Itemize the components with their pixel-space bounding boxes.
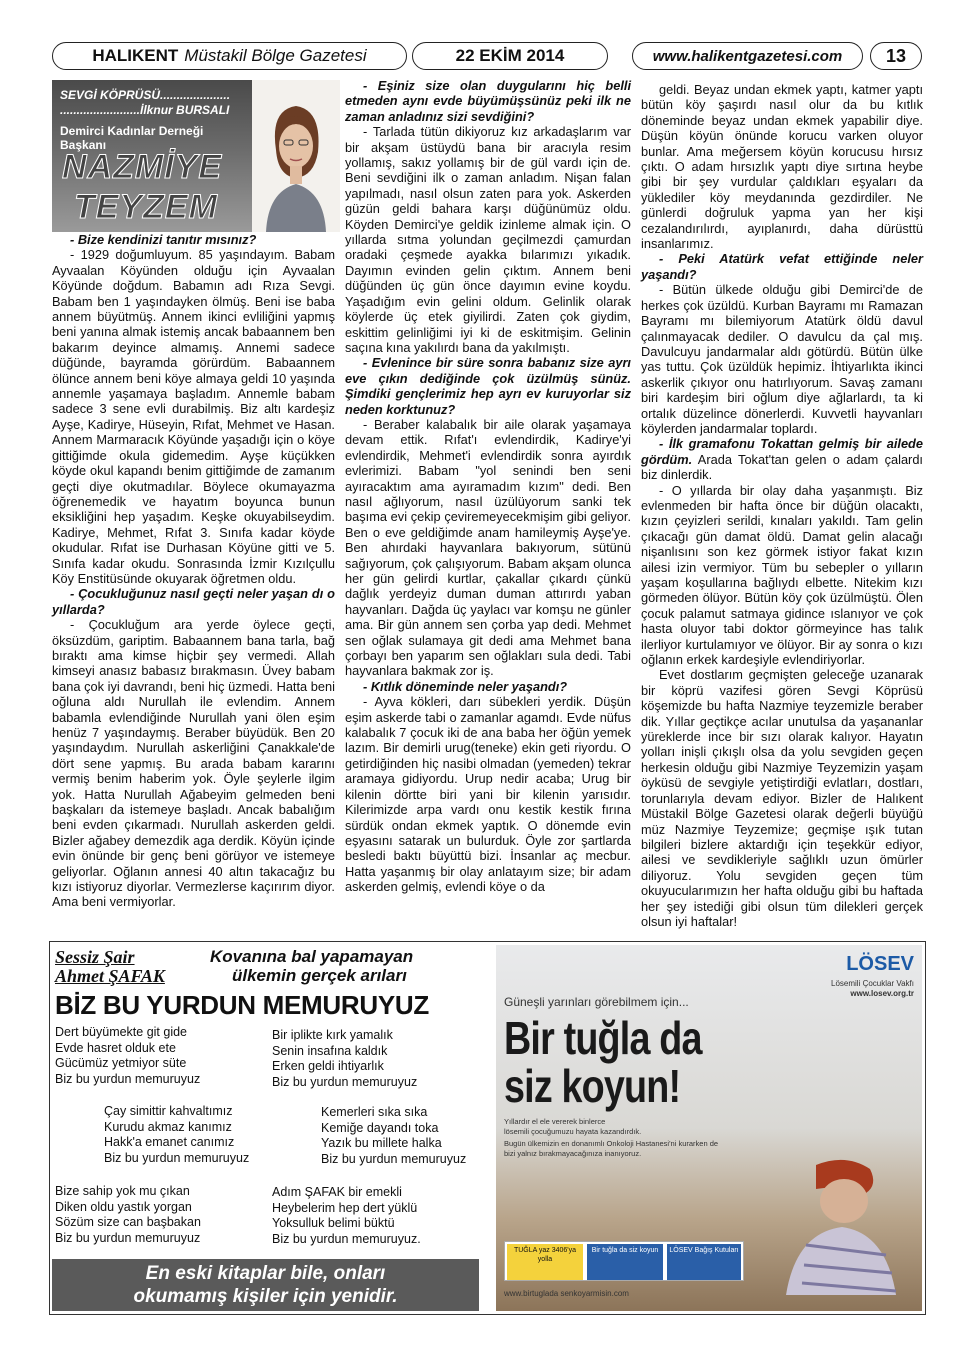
poem-line: Bize sahip yok mu çıkan (55, 1184, 190, 1198)
poem-line: Sözüm size can başbakan (55, 1215, 201, 1230)
interview-answer: geldi. Beyaz undan ekmek yaptı, katmer yaptı bütün köy şaşırdı nasıl olur da bu kıtlık döneminde beyaz undan ekmek yapabilir diye. Düşün köyün önünde korucu varken oluyor bunlar. Ama meğersem köyün korucusu hırsız çıktı. O adam hırsızlık yaptı diye sırtına heybe gibi bir şey vurdular çaldıkları eşyaları da yüklediler köy meydanında gezdirdiler. Ne günlerdi doğruluk yapma yan her kişi cezalandırılırdı, ayıplanırdı, daha dürüsttü insanlarımız. (641, 82, 923, 252)
poem-line: Hakk'a emanet canımız (104, 1135, 235, 1150)
article-column-2 (345, 78, 631, 895)
poem-stanza (55, 1184, 201, 1246)
poem-line: Kemerleri sıka sıka (321, 1105, 428, 1119)
interview-answer: - Bütün ülkede olduğu gibi Demirci'de de herkes çok üzüldü. Kurban Bayramı mı Ramazan Bayramı mı bilemiyorum Atatürk öldü davul çalınmayacak dediler. O davulcu da çal mış. Davulcuyu jandarmalar aldı götürdü. Bütün ülke yas tuttu. Çok üzüldük hepimiz. İhtiyarlıkta ikinci askerlik çıkıyor onu hatırlıyorum. Savaş zamanı biri kardeşim biri oğlum diye ağlarlardı, ta ki ortalık düzelince dönerlerdi. Kuvvetli hayvanları köylerden jandarmalar toplardı. (641, 282, 923, 436)
poem-stanza (272, 1185, 421, 1247)
poem-stanza (55, 1025, 200, 1087)
poem-author: Ahmet ŞAFAK (55, 966, 165, 986)
poem-line: Biz bu yurdun memuruyuz (55, 1071, 201, 1086)
sms-donation-option: TUĞLA yaz 3406'ya yolla (507, 1244, 583, 1280)
ad-body-line: Yıllardır el ele vererek binlerce (504, 1117, 606, 1126)
losev-advertisement[interactable] (496, 945, 922, 1311)
interview-answer: - Ayva kökleri, darı sübekleri yerdik. Düşün eşim askerde tabi o zamanlar agamdı. Evde nüfus kalabalık 7 çocuk iki de ana baba her öğün yemek lazım. Bir demirli urug(teneke) ekin geti riyordu. O getirdiğinden hiç nasibi olmadan (yemeden) tekrar aramaya gidiyordu. Urup nedir acaba; Urug bir kilenin dörtte biri yani bir kilenin yarısıdır. Kilerimizde arpa vardı onu kestik kestik fırına sürdük ondan ekmek yaptık. O dönemde evin eşyasını satarak un bulurduk. Öyle zor şartlarda besledi baktı büyüttü bizi. İnsanlar aç mecbur. Hatta yaşanmış bir olay anlatayım size; bir adam askerden gelmiş, evlendi köye o da (345, 694, 631, 895)
poem-section-name: Sessiz Şair (55, 947, 135, 967)
interview-question: - Peki Atatürk vefat ettiğinde neler yaşandı? (641, 251, 923, 282)
interview-question: - Eşiniz size olan duygularını hiç belli etmeden aynı evde büyümüşsünüz peki ilk ne zaman anladınız sizi sevdiğini? (345, 78, 631, 124)
section-name: SEVGİ KÖPRÜSÜ..................... (60, 88, 231, 102)
ad-body-line: lösemili çocuğumuzu hayata kazandırdık. (504, 1127, 642, 1136)
poem-line: Biz bu yurdun memuruyuz (104, 1150, 250, 1165)
poem-line: Çay simittir kahvaltımız (104, 1104, 233, 1118)
poem-line: Diken oldu yastık yorgan (55, 1199, 192, 1214)
newspaper-name: HALIKENT (92, 46, 179, 65)
ad-headline-line1: Bir tuğla da (504, 1012, 702, 1064)
author-name: ........................İlknur BURSALI (60, 103, 230, 117)
poem-line: Senin insafına kaldık (272, 1043, 388, 1058)
bank-donation-option: Bir tuğla da siz koyun (587, 1244, 663, 1280)
poem-line: Dert büyümekte git gide (55, 1025, 188, 1039)
child-illustration (746, 1145, 906, 1295)
article-column-3 (641, 82, 923, 929)
poem-line: Biz bu yurdun memuruyuz (321, 1151, 467, 1166)
quote-line2: okumamış kişiler için yenidir. (133, 1286, 398, 1307)
losev-logo-subtitle: Lösemili Çocuklar Vakfı (831, 979, 914, 988)
losev-website[interactable]: www.losev.org.tr (850, 989, 914, 998)
poem-line: Evde hasret olduk ete (55, 1040, 176, 1055)
interview-answer: - Beraber kalabalık bir aile olarak yaşamaya devam ettik. Rıfat'ı evlendirdik, Kadirye'yi evlendirdik, Mehmet'i evlendirdik sonra ayırdık evlerimizi. Babam "yol senindi ben seni ayıracaktım ama ayıramadım kızım" dedi. Ben nasıl ağlıyorum, nasıl üzülüyorum sanki tek başıma evi çekip çeviremeyecekmişim gibi geliyor. Ben o eve geldiğimde anam hamileymiş Ayşe'ye. Ben ahırdaki hayvanlara bakıyorum, sütünü sağıyorum, çok çalışıyorum. Babam akşam olunca her gün gelirdi kurtlar, çakallar çıkardı çünkü dağlık yerdeyiz duman duman attırırdı yaban hayvanları. Dağda üç yaylacı var komşu ne günler ama. Bir gün annem sen çorba yap dedi. Mehmet sen oğlak sulamaya git dedi ama Mehmet bana çorbayı ben yaparım sen oğlakları sula dedi. Tabi hayvanlara bakmak zor iş. (345, 416, 631, 679)
losev-logo: LÖSEV (846, 953, 914, 975)
poem-slogan-line2: ülkemin gerçek arıları (232, 966, 407, 985)
poem-stanza (104, 1104, 249, 1166)
poem-line: Adım ŞAFAK bir emekli (272, 1185, 402, 1199)
poem-line: Biz bu yurdun memuruyuz (55, 1230, 201, 1245)
ad-body-line: bizi yalnız bırakmayacağınıza inanıyoruz. (504, 1149, 642, 1158)
interview-question: - Bize kendinizi tanıtır mısınız? (70, 232, 257, 247)
author-photo (252, 80, 340, 232)
article-title-line2: TEYZEM (74, 188, 218, 226)
interview-answer: - O yıllarda bir olay daha yaşanmıştı. Biz evlenmeden bir hafta önce bir düğün olacaktı, kızın çeyizleri serildi, kınaları yakıldı. Tam gelin çıkacağı gün damat öldü. Damat gelin alacağı nişanlısını son kez görmek istiyor fakat kızın ailesi izin vermiyor. Tüm bu sebepler o yılların yaşam koşullarına bağlıydı elbette. Nitekim kızı görmeden ölüyor. Bütün köy çok üzülmüştü. Ölen çocuk palamut satmaya gidince ıslanıyor ve çok hasta oluyor tabi doktor görmeyince has talık ilerliyor kurtulamıyor ve ölüyor. Bir ay sonra o kızı oğlanın erkek kardeşiyle evlendiriyorlar. (641, 482, 923, 668)
poem-line: Bir iplikte kırk yamalık (272, 1028, 393, 1042)
author-org: Demirci Kadınlar Derneği Başkanı (60, 124, 204, 152)
interview-question: - Çocukluğunuz nasıl geçti neler yaşan dı o yıllarda? (52, 586, 335, 617)
interview-question: - Evlenince bir süre sonra babanız size ayrı eve çıkın dediğinde çok üzülmüş sünüz. Şimdiki gençlerimiz hep ayrı ev kuruyorlar siz neden korktunuz? (345, 355, 631, 417)
donation-options (504, 1241, 744, 1281)
ad-campaign-url[interactable]: www.birtuglada senkoyarmisin.com (504, 1289, 629, 1298)
poem-title: BİZ BU YURDUN MEMURUYUZ (55, 990, 429, 1020)
poem-line: Heybelerim hep dert yüklü (272, 1200, 418, 1215)
quote-box (52, 1259, 479, 1311)
website-link[interactable]: www.halikentgazetesi.com (632, 42, 863, 70)
poem-line: Kemiğe dayandı toka (321, 1120, 439, 1135)
interview-answer: - 1929 doğumluyum. 85 yaşındayım. Babam Ayvaalan Köyünden olduğu için Ayvaalan Köyünde doğdum. Babamın adı Rıza Sevgi. Babam ben 1 yaşındayken ölmüş. Beni ise baba annem büyütmüş. Annem ikinci evliliğini yapmış beni yanına almak istemiş ancak babaannem ben bakarım deyince almamış. Annemi sadece düğünde, bayramda görürdüm. Babaannem ölünce annem beni köye almaya geldi 10 yaşında annemle yaşamaya başladım. Annemle babam sadece 3 sene evli durabilmiş. Biz altı kardeşiz Ayşe, Kadirye, Hüseyin, Rıfat, Mehmet ve Hasan. Annem Marmaracık Köyünde yaşadığı için o köye gittiğimde okula gidemedim. Ayşe küçükken köyde okul kapandı benim gittiğimde de zamanım geçti diye okutmadılar. Böylece okumayazma öğrenemedik ve hayatım boyunca bunun eksikliğini hep yaşadım. Keşke okuyabilseydim. Kadirye, Mehmet, Rıfat 3. Sınıfa kadar köyde okudular. Rıfat ise Durhasan Köyüne gitti ve 5. Sınıfa kadar okudu. Sonrasında İzmir Kızılçullu Köy Enstitüsünde okuyarak öğretmen oldu. (52, 247, 335, 586)
interview-answer: - Çocukluğum ara yerde öylece geçti, öksüzdüm, gariptim. Babaannem bana tarla, bağ bıraktı ama kimse hiçbir şey vermedi. Allah kimseyi anasız babasız bırakmasın. Üvey babam bana çok iyi davrandı, beni hiç üzmedi. Hatta beni oğluna aldı Nurullah ile evlendim. Annem babamla evlendiğinde Nurullah yani ölen eşim henüz 7 yaşındaymış. Beraber büyüdük. Ben 20 yaşındaydım. Nurullah askerliğini Çanakkale'de dört sene yapmış. Bu arada babam kararını vermiş benim haberim yok. Öyle şeylerle ilgim yok. Hatta Nurullah Ağabeyim gelmeden beni başkaları da istemeye başladı. Ancak babalığım beni evden çıkarmadı. Nurullah askerden geldi. Bizler ağabey demezdik aga derdik. Köyün içinde evin önünde bir genç beni görüyor ve istemeye geliyorlar. Oğlanın annesi 40 altın takacağız bu kızı istiyoruz diyorlar. Vermezlerse kaçırırım diyor. Ama beni vermiyorlar. (52, 617, 335, 910)
poem-line: Biz bu yurdun memuruyuz (272, 1074, 418, 1089)
interview-answer: Evet dostlarım geçmişten geleceğe uzanarak bir köprü vazifesi gören Sevgi Köprüsü köşemizde bu hafta Nazmiye teyzemizle beraber dik. Yıllar geçtikçe acılar unutulsa da yaşananlar yüreklerde ince bir sızı olarak kalıyor. Hayatın yolları inişli çıkışlı olsa da yolu sevgiden geçen herkesin olduğu gibi Nazmiye Teyzemizin yaşam öyküsü de sevgiyle yetiştirdiği evlatları, dostları, torunlarıyla devam ediyor. Bizler de Halıkent Müstakil Bölge Gazetesi olarak değerli büyüğü müz Nazmiye Teyzemize; geçmişe ışık tutan bilgileri bizlere aktardığı için teşekkür ediyor, ailesi ve sevdikleriyle sağlıklı uzun ömürler diliyoruz. Yolu sevgiden geçen tüm okuyucularımızın her hafta olduğu gibi bu haftada her şey istediği gibi olsun tüm dilekleri gerçek olsun iyi haftalar! (641, 667, 923, 929)
donation-box-option: LÖSEV Bağış Kutuları (667, 1244, 741, 1280)
poem-line: Kurudu akmaz kanımız (104, 1119, 232, 1134)
newspaper-name-box (52, 42, 407, 70)
article-column-1 (52, 232, 335, 910)
poem-slogan-line1: Kovanına bal yapamayan (210, 947, 414, 966)
issue-date: 22 EKİM 2014 (412, 42, 608, 70)
poem-line: Gücümüz yetmiyor süte (55, 1056, 187, 1071)
interview-answer: - Tarlada tütün dikiyoruz kız arkadaşlarım var bir akşam üstüydü bana bir aracıyla resim yollamış, sakız yollamış bir de gül vardı için de. Beni sevdiğini ilk o zaman anladım. Nişan falan yapılmadı, nasıl olsun zaten para yok. Askerden güzün geldi bahara karşı düğünümüz oldu. Köyden Demirci'ye geldik izinleme almak için. O yıllarda sıtma yolundan geçilmezdi çamurdan oradaki çeşmede ayakka bılarımızı yıkadık. Dayımın evinden gelin çıktım. Annem beni düğünden üç gün önce dayımın evine koydu. Yaşadığım evin gelini oldum. Gelinlik olarak köylerde üç etek giyilirdi. Zaten çok giydim, eskittim gelinliğimi iyi ki de eskitmişim. Gelinin saçına kına yakılırdı bana da yakılmıştı. (345, 124, 631, 355)
poem-line: Yoksulluk belimi büktü (272, 1216, 395, 1231)
quote-line1: En eski kitaplar bile, onları (145, 1263, 386, 1284)
column-banner (52, 80, 252, 232)
ad-headline-line2: siz koyun! (504, 1060, 681, 1112)
newspaper-tagline: Müstakil Bölge Gazetesi (184, 46, 367, 65)
ad-subtitle: Güneşli yarınları görebilmem için... (504, 995, 689, 1009)
poem-line: Yazık bu millete halka (321, 1136, 442, 1151)
poem-line: Biz bu yurdun memuruyuz. (272, 1231, 421, 1246)
poem-line: Erken geldi ihtiyarlık (272, 1059, 384, 1074)
interview-question: - İlk gramafonu Tokattan gelmiş bir ailede gördüm. Arada Tokat'tan gelen o adam çalardı biz dinlerdik. (641, 436, 923, 483)
interview-question: - Kıtlık döneminde neler yaşandı? (363, 678, 568, 694)
interview-answer: Arada Tokat'tan gelen o adam çalardı biz dinlerdik. (641, 451, 923, 483)
poem-stanza (272, 1028, 417, 1090)
page-number: 13 (870, 42, 922, 70)
article-title-line1: NAZMİYE (62, 148, 222, 186)
poem-stanza (321, 1105, 466, 1167)
ad-body-line: Bugün ülkemizin en donanımlı Onkoloji Hastanesi'ni kurarken de (504, 1139, 719, 1148)
